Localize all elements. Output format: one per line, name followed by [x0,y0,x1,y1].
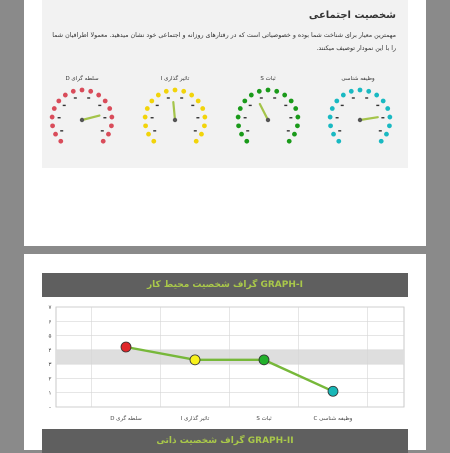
gauge-dot [107,106,112,111]
gauge-hub [173,118,177,122]
gauge-dot [200,106,205,111]
y-tick-label: ۱ [48,390,52,397]
gauge-dot [289,99,294,104]
gauge-tick [365,97,368,98]
gauge-dot [149,99,154,104]
gauge-tick [191,105,194,106]
graph-2-title: گراف شخصیت ذاتی GRAPH-II [42,429,408,453]
gauge-dot [53,132,58,137]
gauge-tick [63,105,66,106]
data-point [328,386,338,396]
y-tick-label: ۳ [48,362,52,369]
gauge-tick [289,117,292,118]
gauge-dot [143,115,148,120]
gauge-dot [287,139,292,144]
gauge-label-c: وظیفه شناسی [341,76,375,82]
gauge-dot [145,106,150,111]
report-page-1 [24,0,426,246]
gauge-tick [87,97,90,98]
gauge-tick [58,117,61,118]
gauge-dot [295,115,300,120]
gauge-dot [331,132,336,137]
gauge-dot [202,115,207,120]
gauge-dot [156,93,161,98]
gauge-tick [167,97,170,98]
gauge-dot [63,93,68,98]
gauge-label-i: تاثیر گذاری I [160,76,190,82]
gauge-tick [260,97,263,98]
gauge-tick [381,117,384,118]
y-tick-label: ۶ [48,319,52,326]
gauge-dot [189,93,194,98]
gauge-dot [236,123,241,128]
gauge-needle [260,104,268,120]
gauge-dot [387,115,392,120]
gauge-dot [173,88,178,93]
gauge-dot [266,88,271,93]
gauge-label-s: ثبات S [260,76,276,82]
gauge-dot [50,123,55,128]
gauge-dot [244,139,249,144]
gauge-dot [164,89,169,94]
data-point [121,342,131,352]
gauge-dot [330,106,335,111]
gauge-dot [387,123,392,128]
social-personality-panel [42,0,408,168]
gauge-dot [52,106,57,111]
gauge-tick [338,130,341,131]
gauge-dot [238,106,243,111]
x-tick-label: ثبات S [256,416,272,422]
gauge-dot [109,115,114,120]
gauge-tick [151,117,154,118]
x-tick-label: وظیفه شناسی C [313,416,353,422]
gauge-tick [153,130,156,131]
gauge-dot [379,139,384,144]
gauge-dot [257,89,262,94]
gauge-dot [71,89,76,94]
gauge-dot [101,139,106,144]
gauge-tick [341,105,344,106]
gauge-dot [106,132,111,137]
gauge-dot [293,106,298,111]
gauge-dot [334,99,339,104]
gauge [50,88,115,144]
gauge-needle [360,117,378,120]
gauge-dot [146,132,151,137]
graph-1-title: گراف شخصیت محیط کار GRAPH-I [42,273,408,297]
gauge-dot [143,123,148,128]
x-tick-label: تاثیر گذاری I [180,416,210,422]
gauge-dot [50,115,55,120]
gauge-dot [328,123,333,128]
gauge-dot [341,93,346,98]
gauge-tick [101,130,104,131]
gauge [328,88,393,144]
gauge-tick [180,97,183,98]
gauge-dot [349,89,354,94]
section-title: شخصیت اجتماعی [308,10,396,21]
y-tick-label: ۲ [48,376,52,383]
gauge-tick [352,97,355,98]
highlight-band [56,350,404,364]
gauge-dot [181,89,186,94]
gauge-tick [273,97,276,98]
gauge-dot [151,139,156,144]
gauge-dot [328,115,333,120]
gauge-dot [295,123,300,128]
gauge-tick [287,130,290,131]
gauge-needle [82,116,99,120]
y-tick-label: ۴ [48,347,52,354]
gauge-tick [249,105,252,106]
gauge-dot [274,89,279,94]
gauge-tick [194,130,197,131]
gauge-dot [199,132,204,137]
gauge [143,88,208,144]
y-tick-label: ۵ [48,333,52,340]
gauge-dot [242,99,247,104]
y-tick-label: - [49,405,51,411]
gauge-dot [374,93,379,98]
gauge-dot [385,106,390,111]
gauge-dot [381,99,386,104]
gauge-tick [244,117,247,118]
gauge-tick [336,117,339,118]
data-point [190,355,200,365]
gauge-dot [109,123,114,128]
gauge-dot [366,89,371,94]
gauge-dot [236,115,241,120]
gauge-dot [249,93,254,98]
gauge-dot [88,89,93,94]
gauge-dot [56,99,61,104]
gauge-dot [358,88,363,93]
x-tick-label: سلطه گری D [110,416,142,422]
gauge-hub [80,118,84,122]
gauge-hub [358,118,362,122]
gauge-tick [376,105,379,106]
gauge-needle [173,102,175,120]
gauge-hub [266,118,270,122]
gauge-dot [96,93,101,98]
gauge-dot [292,132,297,137]
gauge-tick [156,105,159,106]
gauge-tick [60,130,63,131]
gauge-tick [379,130,382,131]
gauge [236,88,301,144]
gauge-row [42,0,408,168]
gauge-dot [336,139,341,144]
report-page-2 [24,254,426,450]
gauge-dot [202,123,207,128]
gauge-tick [103,117,106,118]
gauge-tick [196,117,199,118]
gauge-dot [194,139,199,144]
section-description: مهمترین معیار برای شناخت شما بوده و خصوصیاتی است که در رفتارهای روزانه و اجتماعی خود نشان میدهید. معمولا اطرافیان شما را با این نمودار توصیف میکنند. [52,32,396,52]
gauge-dot [103,99,108,104]
gauge-dot [282,93,287,98]
gauge-tick [284,105,287,106]
gauge-dot [80,88,85,93]
gauge-tick [74,97,77,98]
gauge-tick [246,130,249,131]
data-point [259,355,269,365]
gauge-label-d: سلطه گرای D [65,76,99,82]
gauge-tick [98,105,101,106]
graph-1-chart [42,297,408,429]
gauge-dot [58,139,63,144]
gauge-dot [196,99,201,104]
gauge-dot [384,132,389,137]
y-tick-label: ۷ [48,305,52,311]
gauge-dot [239,132,244,137]
